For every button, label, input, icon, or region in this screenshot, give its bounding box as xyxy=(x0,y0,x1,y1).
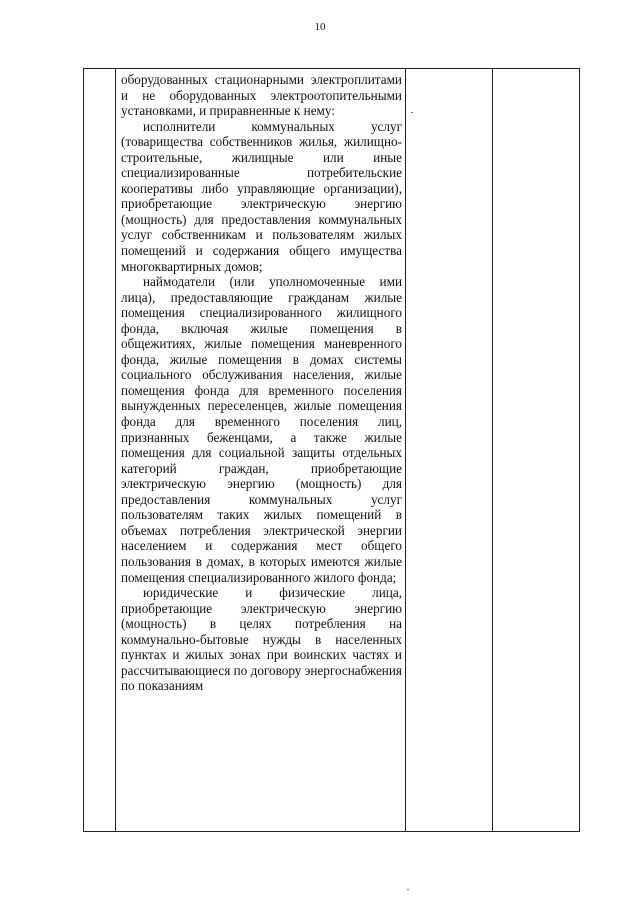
paragraph-legal-entities: юридические и физические лица, приобретающие электрическую энергию (мощность) в целях потребления на коммунально-бытовые нужды в населенных пунктах и жилых зонах при воинских частях и рассчитывающиеся по договору энергоснабжения по показаниям xyxy=(121,585,402,694)
scan-speck xyxy=(411,112,413,113)
value-cell-1 xyxy=(406,69,493,832)
description-cell xyxy=(116,69,406,832)
table-row xyxy=(84,69,580,832)
number-cell xyxy=(84,69,116,832)
tariff-table xyxy=(83,68,580,832)
value-cell-2 xyxy=(493,69,580,832)
page-number: 10 xyxy=(314,21,326,33)
paragraph-landlords: наймодатели (или уполномоченные ими лица), предоставляющие гражданам жилые помещения специализированного жилищного фонда, включая жилые помещения в общежитиях, жилые помещения маневренного фонда, жилые помещения в домах системы социального обслуживания населения, жилые помещения фонда для временного поселения вынужденных переселенцев, жилые помещения фонда для временного поселения лиц, признанных беженцами, а также жилые помещения для социальной защиты отдельных категорий граждан, приобретающие электрическую энергию (мощность) для предоставления коммунальных услуг пользователям таких жилых помещений в объемах потребления электрической энергии населением и содержания мест общего пользования в домах, в которых имеются жилые помещения специализированного жилого фонда; xyxy=(121,274,402,585)
paragraph-service-providers: исполнители коммунальных услуг (товарищества собственников жилья, жилищно-строительные, жилищные или иные специализированные потребительские кооперативы либо управляющие организации), приобретающие электрическую энергию (мощность) для предоставления коммунальных услуг собственникам и пользователям жилых помещений и содержания общего имущества многоквартирных домов; xyxy=(121,118,402,274)
scan-speck xyxy=(407,889,409,890)
paragraph-equipment: оборудованных стационарными электроплитами и не оборудованных электроотопительными установками, и приравненные к нему: xyxy=(121,72,402,119)
